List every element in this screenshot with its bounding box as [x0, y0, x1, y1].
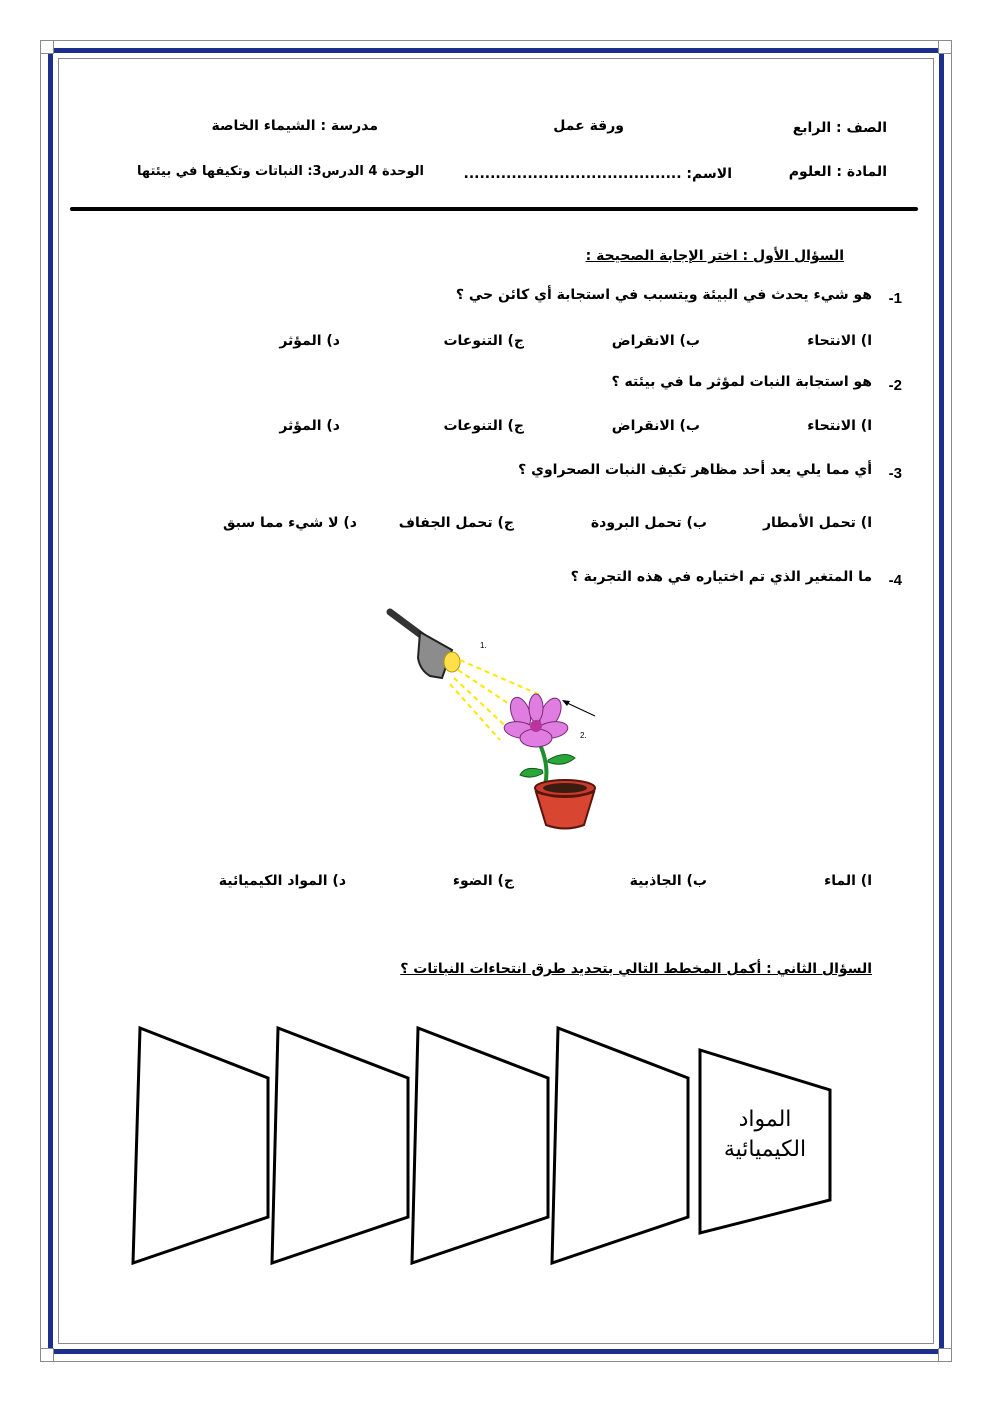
arrow-line — [565, 702, 595, 716]
q3-number: -3 — [888, 465, 902, 482]
label-1: 1. — [480, 641, 487, 650]
q1-option-b: ب) الانقراض — [611, 333, 700, 349]
q3-option-b: ب) تحمل البرودة — [590, 515, 707, 531]
border-corner — [938, 40, 952, 54]
subject: المادة : العلوم — [788, 164, 887, 180]
diagram-box-1-label — [700, 1105, 830, 1165]
grade: الصف : الرابع — [792, 120, 887, 136]
q4-option-a: ا) الماء — [824, 873, 872, 889]
section2-title: السؤال الثاني : أكمل المخطط التالي بتحديد طرق انتحاءات النباتات ؟ — [400, 961, 872, 977]
q4-option-d: د) المواد الكيميائية — [218, 873, 346, 889]
q2-option-d: د) المؤثر — [279, 418, 340, 434]
arrow-head-icon — [562, 700, 570, 706]
worksheet-title: ورقة عمل — [553, 118, 624, 134]
section1-title: السؤال الأول : اختر الإجابة الصحيحة : — [585, 248, 844, 264]
pot-icon — [536, 792, 594, 829]
diagram-box-1-line-2: الكيميائية — [723, 1137, 807, 1162]
student-name-field: الاسم: ......................................... — [463, 166, 732, 182]
q4-text: ما المتغير الذي تم اختياره في هذه التجربة ؟ — [570, 569, 872, 585]
school-name: مدرسة : الشيماء الخاصة — [211, 118, 378, 134]
diagram-box-4[interactable] — [272, 1028, 408, 1263]
q2-text: هو استجابة النبات لمؤثر ما في بيئته ؟ — [611, 374, 872, 390]
q3-text: أي مما يلي يعد أحد مظاهر تكيف النبات الصحراوي ؟ — [518, 462, 872, 478]
border-corner — [40, 1348, 54, 1362]
q3-option-c: ج) تحمل الجفاف — [398, 515, 514, 531]
q4-number: -4 — [888, 572, 902, 589]
diagram-box-1-line-1: المواد — [738, 1107, 792, 1132]
leaf-icon — [548, 754, 575, 764]
diagram-box-2[interactable] — [552, 1028, 688, 1263]
unit-lesson: الوحدة 4 الدرس3: النباتات وتكيفها في بيئتها — [136, 164, 424, 179]
lamp-plant-illustration — [380, 600, 610, 840]
q1-option-d: د) المؤثر — [279, 333, 340, 349]
q4-option-c: ج) الضوء — [452, 873, 514, 889]
q2-option-c: ج) التنوعات — [443, 418, 524, 434]
q1-number: -1 — [888, 290, 902, 307]
diagram-box-3[interactable] — [412, 1028, 548, 1263]
pot-soil — [543, 783, 587, 793]
diagram-box-5[interactable] — [133, 1028, 268, 1263]
q4-option-b: ب) الجاذبية — [629, 873, 707, 889]
header-divider — [70, 207, 918, 211]
q2-number: -2 — [888, 377, 902, 394]
q2-option-a: ا) الانتحاء — [807, 418, 872, 434]
q1-option-c: ج) التنوعات — [443, 333, 524, 349]
border-corner — [938, 1348, 952, 1362]
label-2: 2. — [580, 731, 587, 740]
q1-text: هو شيء يحدث في البيئة ويتسبب في استجابة أي كائن حي ؟ — [455, 287, 872, 303]
leaf-icon — [520, 768, 543, 777]
flower-center — [530, 720, 542, 732]
q2-option-b: ب) الانقراض — [611, 418, 700, 434]
q1-option-a: ا) الانتحاء — [807, 333, 872, 349]
q3-option-a: ا) تحمل الأمطار — [762, 515, 872, 531]
q3-option-d: د) لا شيء مما سبق — [222, 515, 357, 531]
border-corner — [40, 40, 54, 54]
bulb-icon — [444, 652, 460, 672]
